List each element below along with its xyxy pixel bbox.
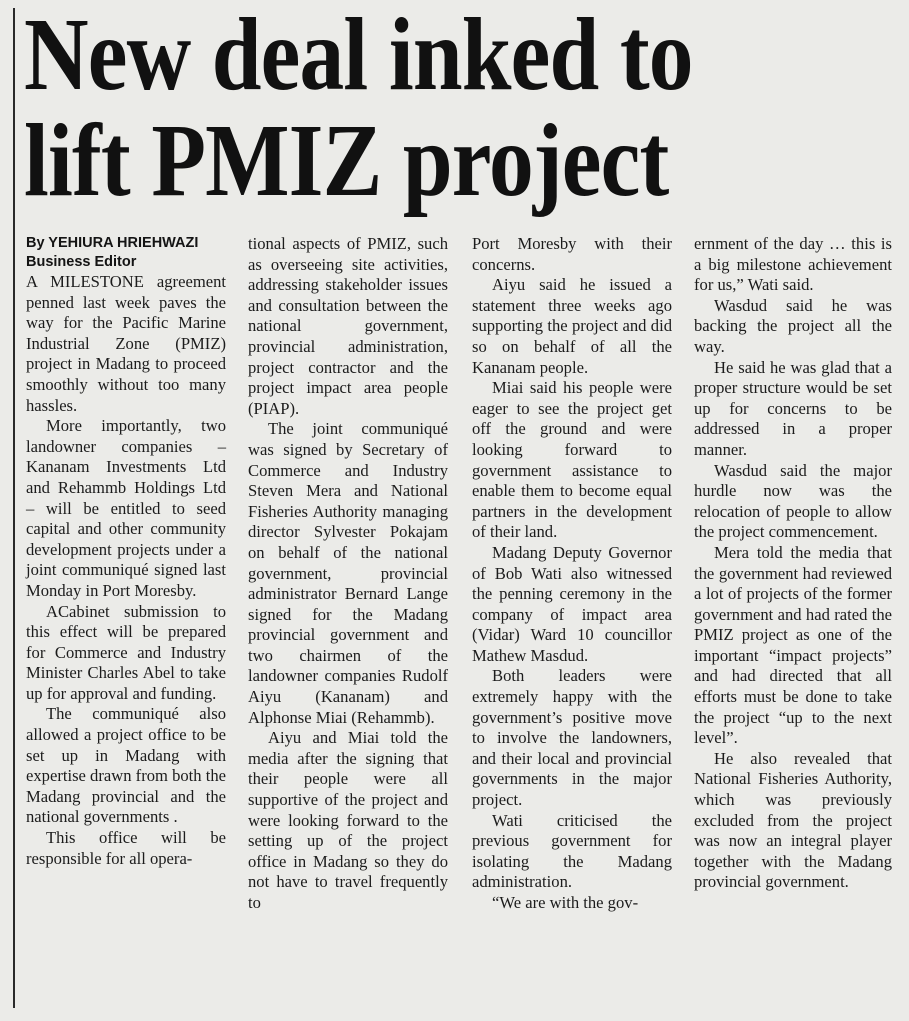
paragraph: Wati criticised the previous government for isolating the Madang administration. xyxy=(472,810,672,892)
byline-role: Business Editor xyxy=(26,254,137,270)
paragraph: Wasdud said he was backing the project all the way. xyxy=(694,295,892,356)
byline-author: By YEHIURA HRIEHWAZI xyxy=(26,235,199,251)
paragraph: Port Moresby with their concerns. xyxy=(472,234,672,274)
paragraph: Wasdud said the major hurdle now was the relocation of people to allow the project commencement. xyxy=(694,460,892,542)
column-rule xyxy=(13,8,15,1008)
paragraph: A MILESTONE agreement penned last week paves the way for the Pacific Marine Industrial Zone (PMIZ) project in Madang to proceed smoothly without too many hassles. xyxy=(26,272,226,415)
paragraph: “We are with the gov- xyxy=(492,893,639,912)
paragraph: Miai said his people were eager to see the project get off the ground and were looking forward to government assistance to enable them to become equal partners in the development of their land. xyxy=(472,378,672,542)
paragraph: The communiqué also allowed a project office to be set up in Madang with expertise drawn from both the Madang provincial and the national governments . xyxy=(26,704,226,827)
headline-line-2: lift PMIZ project xyxy=(24,103,669,218)
paragraph: This office will be responsible for all opera- xyxy=(26,828,226,868)
headline xyxy=(24,0,781,218)
article-column-3 xyxy=(472,234,672,914)
paragraph: The joint communiqué was signed by Secretary of Commerce and Industry Steven Mera and National Fisheries Authority managing director Sylvester Pokajam on behalf of the national government, provincial administrator Bernard Lange signed for the Madang provincial government and two chairmen of the landowner companies Rudolf Aiyu (Kananam) and Alphonse Miai (Rehammb). xyxy=(248,419,448,727)
article-column-1 xyxy=(26,234,226,869)
paragraph: Aiyu said he issued a statement three weeks ago supporting the project and did so on behalf of all the Kananam people. xyxy=(472,275,672,377)
paragraph: Aiyu and Miai told the media after the signing that their people were all supportive of the project and were looking forward to the setting up of the project office in Madang so they do not have to travel frequently to xyxy=(248,728,448,912)
paragraph: ACabinet submission to this effect will be prepared for Commerce and Industry Minister Charles Abel to take up for approval and funding. xyxy=(26,601,226,703)
paragraph: tional aspects of PMIZ, such as overseeing site activities, addressing stakeholder issues and consultation between the national government, provincial administration, project contractor and the project impact area people (PIAP). xyxy=(248,234,448,418)
byline xyxy=(26,234,226,272)
article-column-2 xyxy=(248,234,448,914)
paragraph: He also revealed that National Fisheries Authority, which was previously excluded from the project was now an integral player together with the Madang provincial government. xyxy=(694,748,892,892)
headline-line-1: New deal inked to xyxy=(24,0,693,112)
article-body xyxy=(26,234,906,1014)
paragraph: He said he was glad that a proper structure would be set up for concerns to be addressed in a proper manner. xyxy=(694,357,892,459)
paragraph: Mera told the media that the government had reviewed a lot of projects of the former government and had rated the PMIZ project as one of the important “impact projects” and had directed that all efforts must be done to take the project “up to the next level”. xyxy=(694,542,892,748)
paragraph: Both leaders were extremely happy with the government’s positive move to involve the landowners, and their local and provincial governments in the major project. xyxy=(472,666,672,810)
paragraph: Madang Deputy Governor of Bob Wati also witnessed the penning ceremony in the company of impact area (Vidar) Ward 10 councillor Mathew Masdud. xyxy=(472,542,672,665)
paragraph: More importantly, two landowner companies – Kananam Investments Ltd and Rehammb Holdings Ltd – will be entitled to seed capital and other community development projects under a joint communiqué signed last Monday in Port Moresby. xyxy=(26,416,226,600)
paragraph: ernment of the day … this is a big milestone achievement for us,” Wati said. xyxy=(694,234,892,295)
article-column-4 xyxy=(694,234,892,893)
